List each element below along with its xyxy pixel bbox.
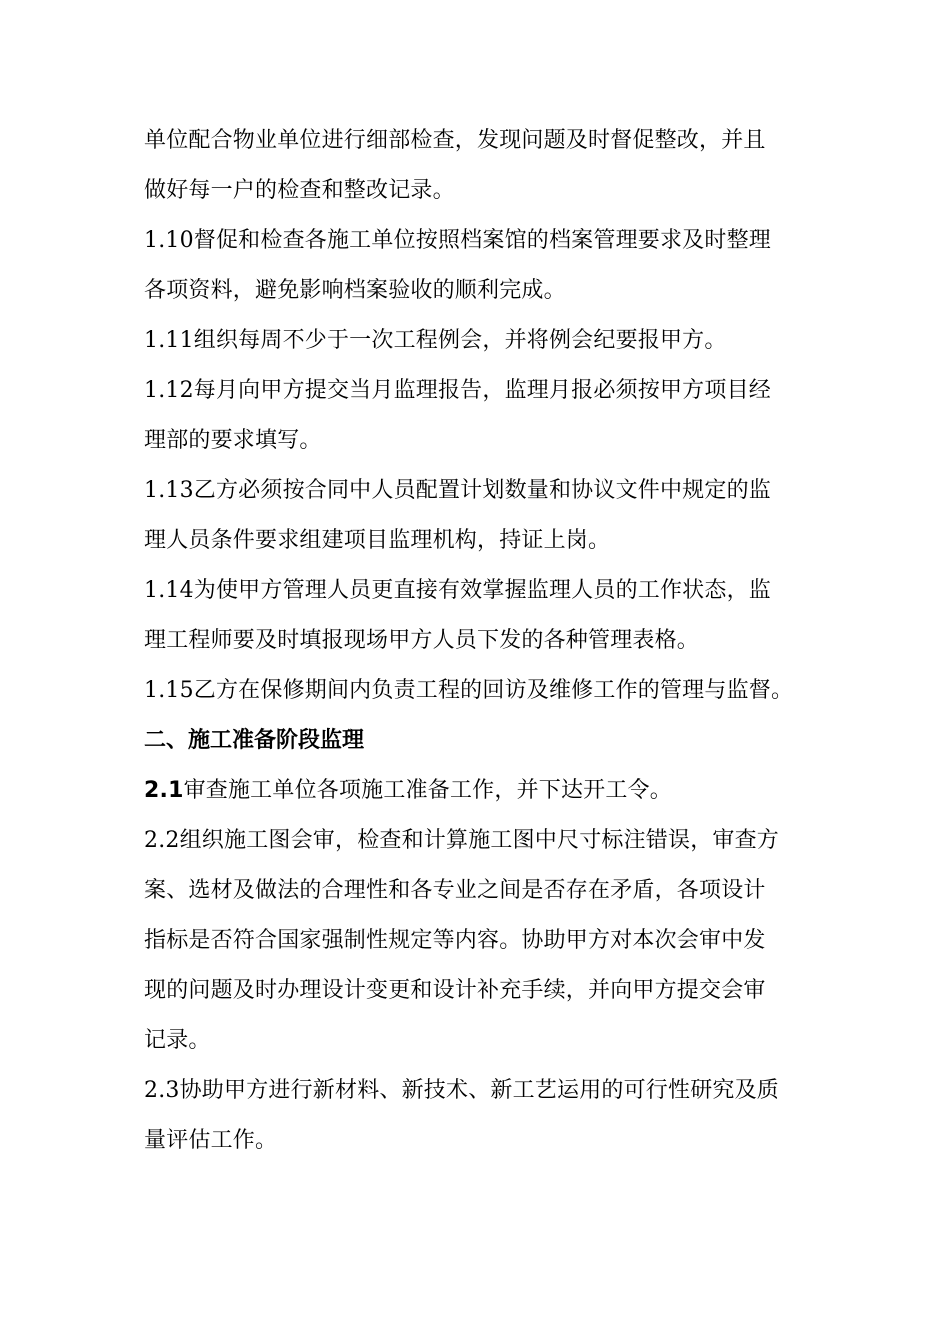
text-line: 做好每一户的检查和整改记录。: [144, 178, 455, 203]
section-heading: 二、施工准备阶段监理: [144, 728, 365, 753]
text-line: 1.14为使甲方管理人员更直接有效掌握监理人员的工作状态，监: [144, 578, 771, 603]
text-line: 1.11组织每周不少于一次工程例会，并将例会纪要报甲方。: [144, 328, 727, 353]
text-line: 量评估工作。: [144, 1128, 278, 1153]
text-line: 理工程师要及时填报现场甲方人员下发的各种管理表格。: [144, 628, 700, 653]
text-line: 1.12每月向甲方提交当月监理报告，监理月报必须按甲方项目经: [144, 378, 771, 403]
document-page: [144, 128, 814, 1153]
text-line: 1.13乙方必须按合同中人员配置计划数量和协议文件中规定的监: [144, 478, 771, 503]
text-line: 2.2组织施工图会审，检查和计算施工图中尺寸标注错误，审查方: [144, 828, 779, 853]
text-line: 现的问题及时办理设计变更和设计补充手续，并向甲方提交会审: [144, 978, 766, 1003]
text-line: 1.10督促和检查各施工单位按照档案馆的档案管理要求及时整理: [144, 228, 771, 253]
text-line: 理部的要求填写。: [144, 428, 322, 453]
text-line: 记录。: [144, 1028, 211, 1053]
text-line: 指标是否符合国家强制性规定等内容。协助甲方对本次会审中发: [144, 928, 766, 953]
text-line: 1.15乙方在保修期间内负责工程的回访及维修工作的管理与监督。: [144, 678, 794, 703]
text-line: [144, 778, 814, 803]
text-line: 单位配合物业单位进行细部检查，发现问题及时督促整改，并且: [144, 128, 766, 153]
text-line: 案、选材及做法的合理性和各专业之间是否存在矛盾，各项设计: [144, 878, 766, 903]
clause-text: 审查施工单位各项施工准备工作，并下达开工令。: [183, 778, 672, 803]
text-line: 2.3协助甲方进行新材料、新技术、新工艺运用的可行性研究及质: [144, 1078, 779, 1103]
text-line: 各项资料，避免影响档案验收的顺利完成。: [144, 278, 566, 303]
clause-number: 2.1: [144, 778, 184, 803]
text-line: 理人员条件要求组建项目监理机构，持证上岗。: [144, 528, 611, 553]
